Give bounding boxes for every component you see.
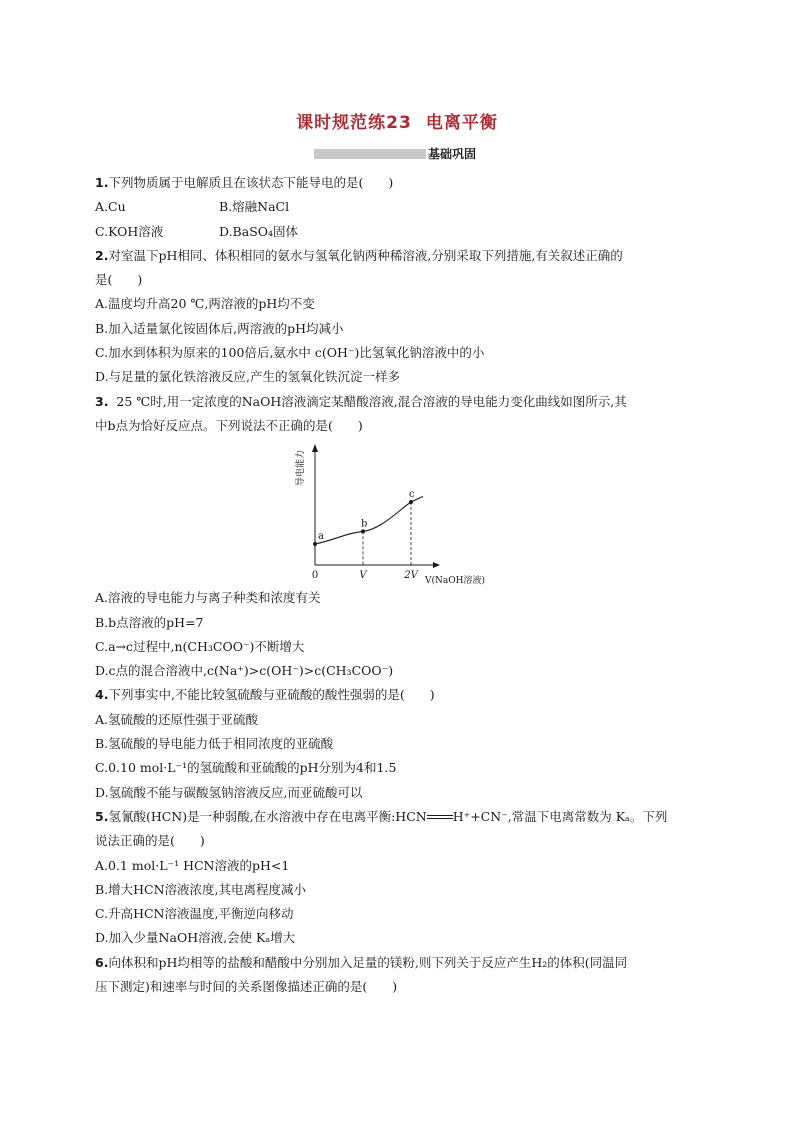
- questions: [95, 171, 697, 999]
- conductivity-chart: [95, 438, 697, 586]
- question-1-options-row2: C.KOH溶液 D.BaSO₄固体: [95, 223, 299, 239]
- x-tick-label: V: [359, 570, 367, 582]
- section-divider-bar: [314, 149, 426, 159]
- x-axis-arrow-icon: [433, 562, 440, 568]
- question-2-option-d: D.与足量的氯化铁溶液反应,产生的氢氧化铁沉淀一样多: [95, 369, 401, 385]
- question-4-option-d: D.氢硫酸不能与碳酸氢钠溶液反应,而亚硫酸可以: [95, 784, 363, 800]
- question-3-stem: 3. 25 ℃时,用一定浓度的NaOH溶液滴定某醋酸溶液,混合溶液的导电能力变化曲线如图所示,其: [95, 393, 627, 409]
- page-title: 课时规范练23 电离平衡: [296, 113, 498, 133]
- question-3-option-a: A.溶液的导电能力与离子种类和浓度有关: [95, 590, 321, 606]
- question-5-option-b: B.增大HCN溶液浓度,其电离程度减小: [95, 881, 307, 897]
- question-4-option-c: C.0.10 mol·L⁻¹的氢硫酸和亚硫酸的pH分别为4和1.5: [95, 760, 397, 776]
- question-5-option-c: C.升高HCN溶液温度,平衡逆向移动: [95, 906, 294, 922]
- question-4-option-b: B.氢硫酸的导电能力低于相同浓度的亚硫酸: [95, 736, 334, 752]
- question-2-option-a: A.温度均升高20 ℃,两溶液的pH均不变: [95, 296, 315, 312]
- point-label-b: b: [361, 518, 368, 530]
- question-2-option-b: B.加入适量氯化铵固体后,两溶液的pH均减小: [95, 320, 344, 336]
- question-4-option-a: A.氢硫酸的还原性强于亚硫酸: [95, 711, 259, 727]
- question-6-stem: 6.向体积和pH均相等的盐酸和醋酸中分别加入足量的镁粉,则下列关于反应产生H₂的体积(同温同: [95, 954, 628, 970]
- question-3-option-d: D.c点的混合溶液中,c(Na⁺)>c(OH⁻)>c(CH₃COO⁻): [95, 663, 394, 679]
- question-3-option-b: B.b点溶液的pH=7: [95, 614, 204, 630]
- question-3-option-c: C.a→c过程中,n(CH₃COO⁻)不断增大: [95, 638, 305, 654]
- question-2-stem-cont: 是( ): [95, 272, 143, 288]
- point-label-a: a: [318, 531, 324, 543]
- question-1-stem: 1.下列物质属于电解质且在该状态下能导电的是( ): [95, 175, 394, 190]
- data-point-a: [313, 542, 317, 546]
- question-2-stem: 2.对室温下pH相同、体积相同的氨水与氢氧化钠两种稀溶液,分别采取下列措施,有关叙述正确的: [95, 247, 623, 263]
- conductivity-curve: [315, 497, 423, 545]
- point-label-c: c: [409, 489, 415, 501]
- y-axis-label: 导电能力: [296, 450, 306, 487]
- question-6-stem-cont: 压下测定)和速率与时间的关系图像描述正确的是( ): [95, 979, 398, 995]
- equilibrium-arrow-icon: [427, 814, 453, 820]
- question-3-stem-cont: 中b点为恰好反应点。下列说法不正确的是( ): [95, 417, 363, 433]
- question-5-stem: 5.氢氰酸(HCN)是一种弱酸,在水溶液中存在电离平衡:HCN H⁺+CN⁻,常温下电离常数为 Kₐ。下列: [95, 808, 668, 824]
- question-2-option-c: C.加水到体积为原来的100倍后,氨水中 c(OH⁻)比氢氧化钠溶液中的小: [95, 345, 485, 361]
- y-axis-arrow-icon: [312, 444, 318, 452]
- conductivity-chart-svg: [295, 440, 515, 586]
- question-5-stem-cont: 说法正确的是( ): [95, 833, 205, 849]
- x-tick-label: 2V: [404, 570, 418, 582]
- question-5-option-a: A.0.1 mol·L⁻¹ HCN溶液的pH<1: [95, 857, 290, 873]
- question-4-stem: 4.下列事实中,不能比较氢硫酸与亚硫酸的酸性强弱的是( ): [95, 687, 435, 703]
- x-tick-label: 0: [311, 570, 319, 582]
- question-5-option-d: D.加入少量NaOH溶液,会使 Kₐ增大: [95, 930, 296, 946]
- section-label: 基础巩固: [428, 147, 477, 161]
- x-axis-label: V(NaOH溶液): [425, 576, 485, 587]
- question-1-options-row1: A.Cu B.熔融NaCl: [95, 199, 290, 215]
